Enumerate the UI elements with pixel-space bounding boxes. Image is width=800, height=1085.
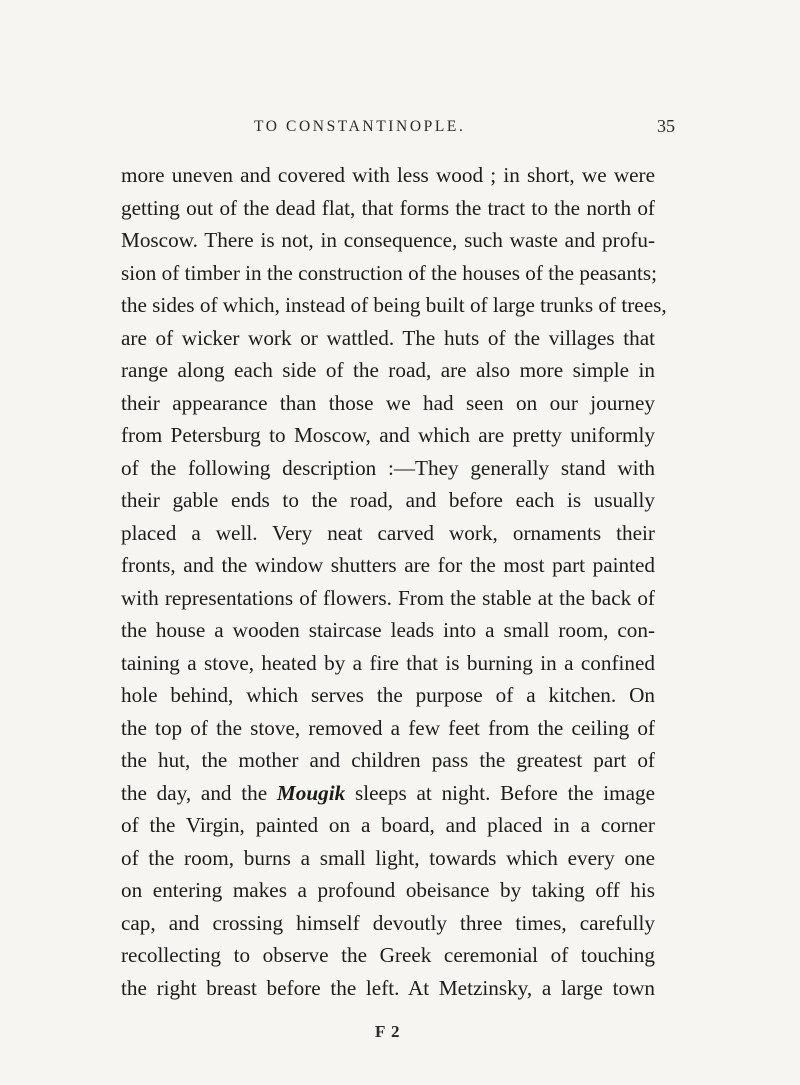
text-line — [121, 744, 655, 777]
text-segment: the hut, the mother and children pass the greatest part of — [121, 748, 655, 772]
text-segment: their gable ends to the road, and before each is usually — [121, 488, 655, 512]
text-segment: the sides of which, instead of being built of large trunks of trees, — [121, 293, 667, 317]
text-line — [121, 777, 655, 810]
text-line — [121, 192, 655, 225]
text-line — [121, 419, 655, 452]
text-segment: sion of timber in the construction of the houses of the peasants; — [121, 260, 658, 285]
text-line — [121, 647, 655, 680]
text-segment: of the following description :—They generally stand with — [121, 455, 655, 480]
text-segment: the house a wooden staircase leads into a small room, con- — [121, 618, 655, 642]
text-segment: the right breast before the left. At Metzinsky, a large town — [121, 975, 655, 1000]
text-segment: more uneven and covered with less wood ; in short, we were — [121, 163, 655, 187]
text-line — [121, 939, 655, 972]
text-line — [121, 387, 655, 420]
text-line — [121, 224, 655, 257]
italic-word: Mougik — [276, 780, 346, 805]
running-head: TO CONSTANTINOPLE. — [254, 118, 466, 135]
text-segment: the top of the stove, removed a few feet from the ceiling of — [121, 715, 655, 740]
text-segment: fronts, and the window shutters are for the most part painted — [121, 553, 655, 577]
text-segment: hole behind, which serves the purpose of a kitchen. On — [121, 683, 655, 707]
text-segment: the day, and the — [121, 780, 277, 805]
text-segment: from Petersburg to Moscow, and which are pretty uniformly — [121, 423, 655, 447]
text-line — [121, 289, 667, 322]
text-line — [121, 452, 655, 485]
text-line — [121, 972, 655, 1005]
text-line — [121, 614, 655, 647]
text-line — [121, 159, 655, 192]
text-segment: cap, and crossing himself devoutly three times, carefully — [121, 910, 655, 935]
page-header — [0, 118, 800, 142]
text-segment: their appearance than those we had seen on our journey — [121, 390, 655, 415]
text-segment: of the room, burns a small light, towards which every one — [121, 845, 655, 870]
text-line — [121, 842, 655, 875]
text-line — [121, 582, 655, 615]
text-line — [121, 549, 655, 582]
page-number: 35 — [657, 116, 675, 136]
text-line — [121, 809, 655, 842]
text-segment: of the Virgin, painted on a board, and placed in a corner — [121, 813, 655, 837]
text-segment: getting out of the dead flat, that forms the tract to the north of — [121, 195, 655, 220]
text-segment: placed a well. Very neat carved work, ornaments their — [121, 520, 655, 545]
text-line — [121, 257, 658, 290]
signature-mark: F 2 — [375, 1022, 401, 1041]
text-line — [121, 712, 655, 745]
text-line — [121, 679, 655, 712]
body-text — [121, 159, 667, 1004]
text-segment: on entering makes a profound obeisance by taking off his — [121, 878, 655, 902]
text-line — [121, 354, 655, 387]
text-line — [121, 484, 655, 517]
text-segment: sleeps at night. Before the image — [345, 780, 655, 805]
text-line — [121, 517, 655, 550]
text-line — [121, 907, 655, 940]
text-segment: range along each side of the road, are also more simple in — [121, 358, 655, 382]
text-segment: recollecting to observe the Greek ceremonial of touching — [121, 943, 655, 967]
text-line — [121, 322, 655, 355]
text-segment: taining a stove, heated by a fire that is burning in a confined — [121, 650, 655, 675]
text-segment: are of wicker work or wattled. The huts of the villages that — [121, 325, 655, 350]
text-line — [121, 874, 655, 907]
text-segment: Moscow. There is not, in consequence, such waste and profu- — [121, 228, 655, 252]
text-segment: with representations of flowers. From the stable at the back of — [121, 585, 655, 610]
